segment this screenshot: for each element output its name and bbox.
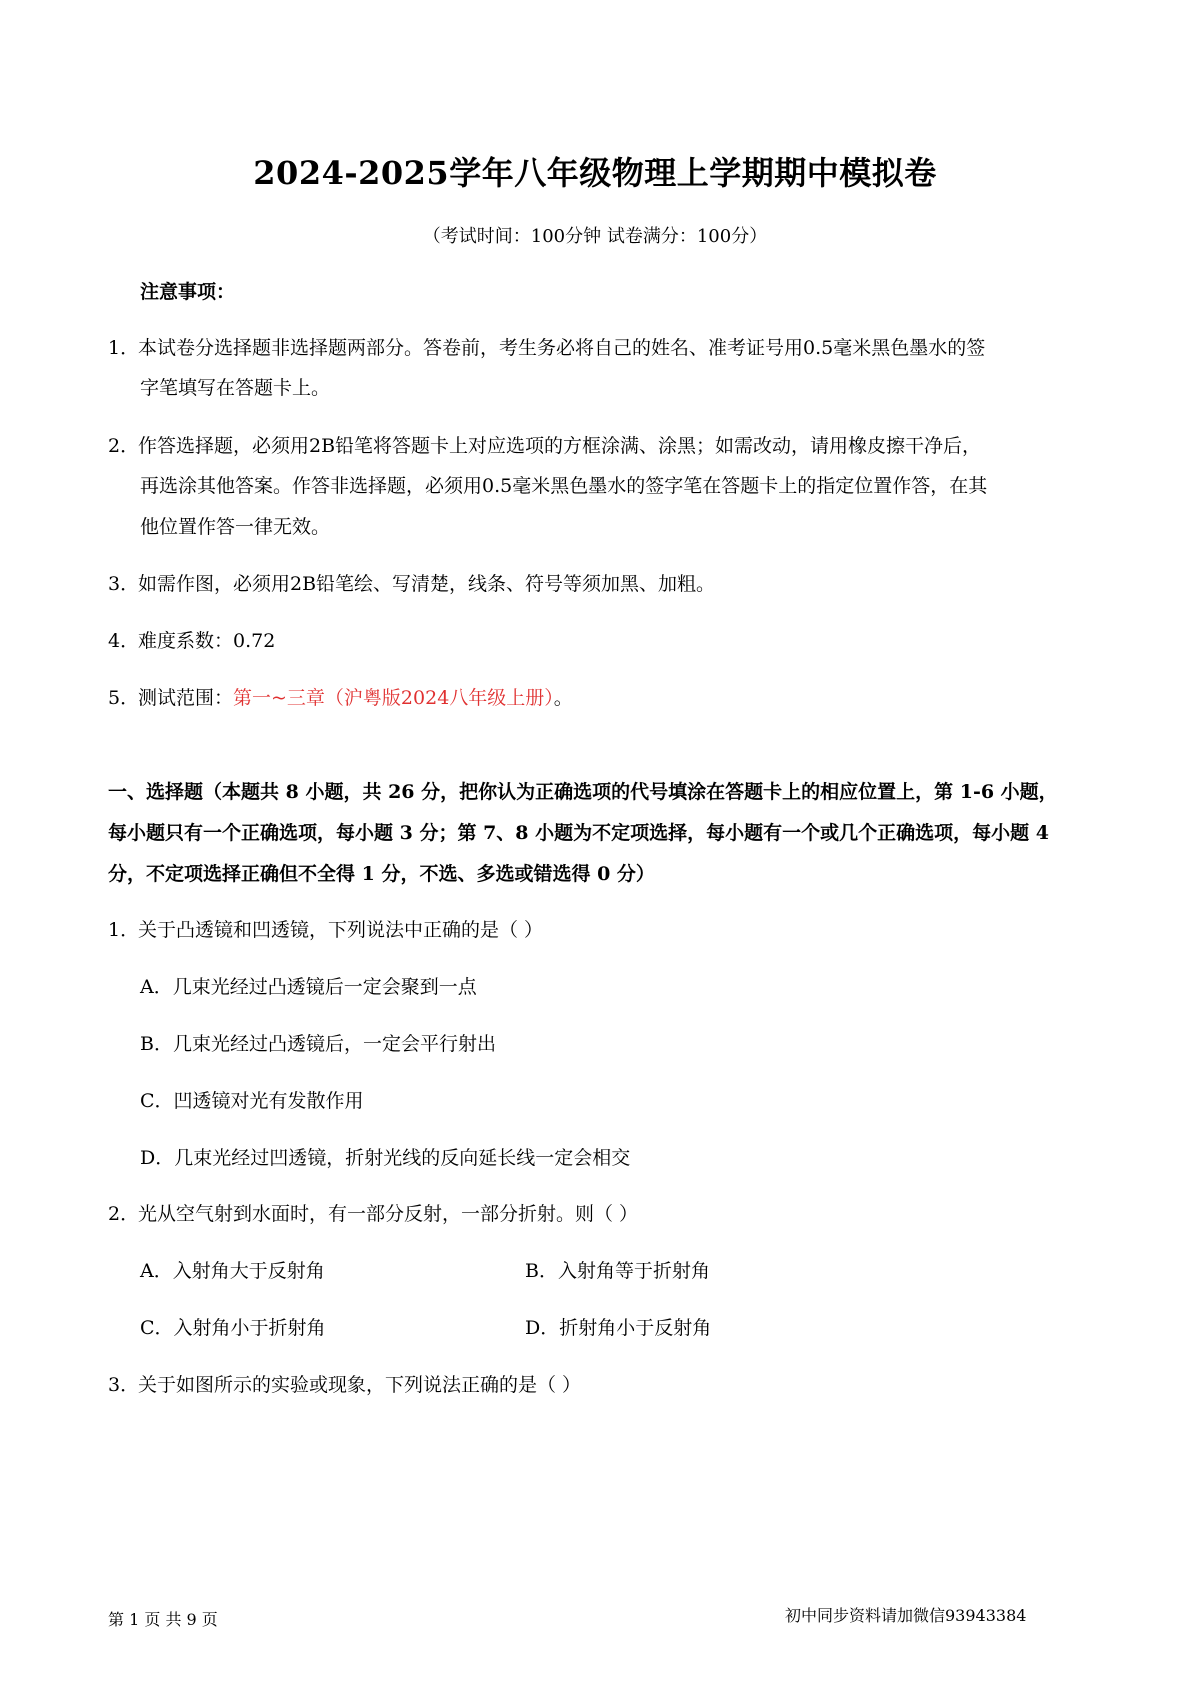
notice-number: 3． <box>108 573 140 595</box>
footer-note: 初中同步资料请加微信93943384 <box>785 1606 1027 1625</box>
section-heading-line: 分，不定项选择正确但不全得 1 分，不选、多选或错选得 0 分） <box>108 863 655 885</box>
notice-line: 难度系数：0.72 <box>138 630 276 652</box>
page-title: 2024-2025学年八年级物理上学期期中模拟卷 <box>253 154 937 192</box>
notice-number: 4． <box>108 630 140 652</box>
option-a: A．入射角大于反射角 <box>140 1260 325 1282</box>
question-number: 2． <box>108 1203 140 1225</box>
question <box>108 1373 581 1397</box>
notice-item <box>108 629 275 653</box>
option-c: C．凹透镜对光有发散作用 <box>140 1090 364 1112</box>
notice-item <box>108 686 573 710</box>
test-scope-highlight: 第一~三章（沪粤版2024八年级上册） <box>233 687 554 709</box>
option-c: C．入射角小于折射角 <box>140 1317 326 1339</box>
notice-heading: 注意事项： <box>140 281 236 303</box>
notice-line: 字笔填写在答题卡上。 <box>140 377 331 399</box>
question <box>108 1202 638 1226</box>
question-text: 关于凸透镜和凹透镜，下列说法中正确的是（ ） <box>138 919 544 941</box>
notice-prefix: 测试范围： <box>138 687 234 709</box>
option-b: B．几束光经过凸透镜后，一定会平行射出 <box>140 1033 496 1055</box>
notice-number: 1． <box>108 337 140 359</box>
notice-item <box>108 336 985 360</box>
option-d: D．几束光经过凹透镜，折射光线的反向延长线一定会相交 <box>140 1147 631 1169</box>
question <box>108 918 543 942</box>
notice-number: 2． <box>108 435 140 457</box>
question-text: 光从空气射到水面时，有一部分反射，一部分折射。则（ ） <box>138 1203 639 1225</box>
notice-item <box>108 572 715 596</box>
question-number: 3． <box>108 1374 140 1396</box>
notice-line: 他位置作答一律无效。 <box>140 516 331 538</box>
section-heading-line: 一、选择题（本题共 8 小题，共 26 分，把你认为正确选项的代号填涂在答题卡上的相应位置上，第 1-6 小题， <box>108 781 1058 803</box>
notice-number: 5． <box>108 687 140 709</box>
notice-line: 如需作图，必须用2B铅笔绘、写清楚，线条、符号等须加黑、加粗。 <box>138 573 716 595</box>
option-d: D．折射角小于反射角 <box>525 1317 712 1339</box>
option-a: A．几束光经过凸透镜后一定会聚到一点 <box>140 976 477 998</box>
notice-line: 再选涂其他答案。作答非选择题，必须用0.5毫米黑色墨水的签字笔在答题卡上的指定位置作答，在其 <box>140 475 988 497</box>
notice-line: 本试卷分选择题非选择题两部分。答卷前，考生务必将自己的姓名、准考证号用0.5毫米黑色墨水的签 <box>138 337 986 359</box>
notice-item <box>108 434 981 458</box>
notice-line: 作答选择题，必须用2B铅笔将答题卡上对应选项的方框涂满、涂黑；如需改动，请用橡皮擦干净后， <box>138 435 982 457</box>
question-text: 关于如图所示的实验或现象，下列说法正确的是（ ） <box>138 1374 582 1396</box>
option-b: B．入射角等于折射角 <box>525 1260 710 1282</box>
section-heading-line: 每小题只有一个正确选项，每小题 3 分；第 7、8 小题为不定项选择，每小题有一个或几个正确选项，每小题 4 <box>108 822 1049 844</box>
page-number: 第 1 页 共 9 页 <box>108 1610 218 1629</box>
exam-info: （考试时间：100分钟 试卷满分：100分） <box>422 226 768 247</box>
question-number: 1． <box>108 919 140 941</box>
notice-suffix: 。 <box>553 687 573 709</box>
